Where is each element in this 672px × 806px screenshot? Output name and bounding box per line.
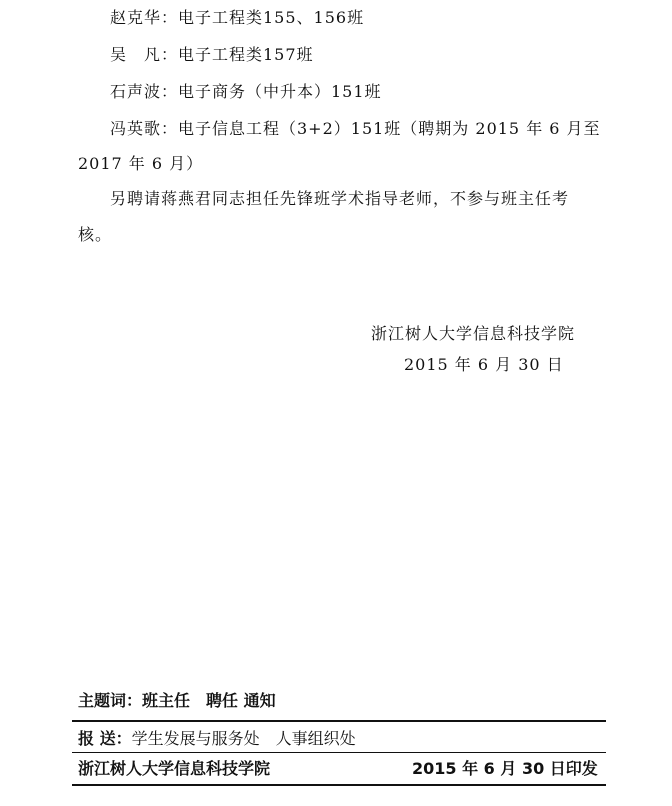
send-to-row xyxy=(78,729,356,749)
issue-date: 2015 年 6 月 30 日印发 xyxy=(412,759,598,778)
keywords-row xyxy=(78,691,276,711)
appointment-line-4: 冯英歌：电子信息工程（3+2）151班（聘期为 2015 年 6 月至 xyxy=(110,119,601,138)
appointment-line-2: 吴 凡：电子工程类157班 xyxy=(110,45,314,64)
appointment-line-3: 石声波：电子商务（中升本）151班 xyxy=(110,82,382,101)
issuer: 浙江树人大学信息科技学院 xyxy=(78,759,271,778)
appointment-line-1: 赵克华：电子工程类155、156班 xyxy=(110,8,365,27)
footer-bottom-rule xyxy=(72,784,606,786)
additional-appointment-line: 另聘请蒋燕君同志担任先锋班学术指导老师，不参与班主任考 xyxy=(110,189,570,208)
send-to-label: 报 送： xyxy=(78,729,132,748)
keywords-value: 班主任 聘任 通知 xyxy=(142,691,276,710)
signature-organization: 浙江树人大学信息科技学院 xyxy=(371,324,576,343)
appointment-line-4-continued: 2017 年 6 月） xyxy=(78,154,204,173)
signature-date: 2015 年 6 月 30 日 xyxy=(404,355,564,374)
keywords-label: 主题词： xyxy=(78,691,143,710)
send-to-value: 学生发展与服务处 人事组织处 xyxy=(131,729,356,748)
additional-appointment-line-continued: 核。 xyxy=(78,225,113,244)
footer-top-rule xyxy=(72,720,606,722)
footer-middle-rule xyxy=(72,752,606,753)
